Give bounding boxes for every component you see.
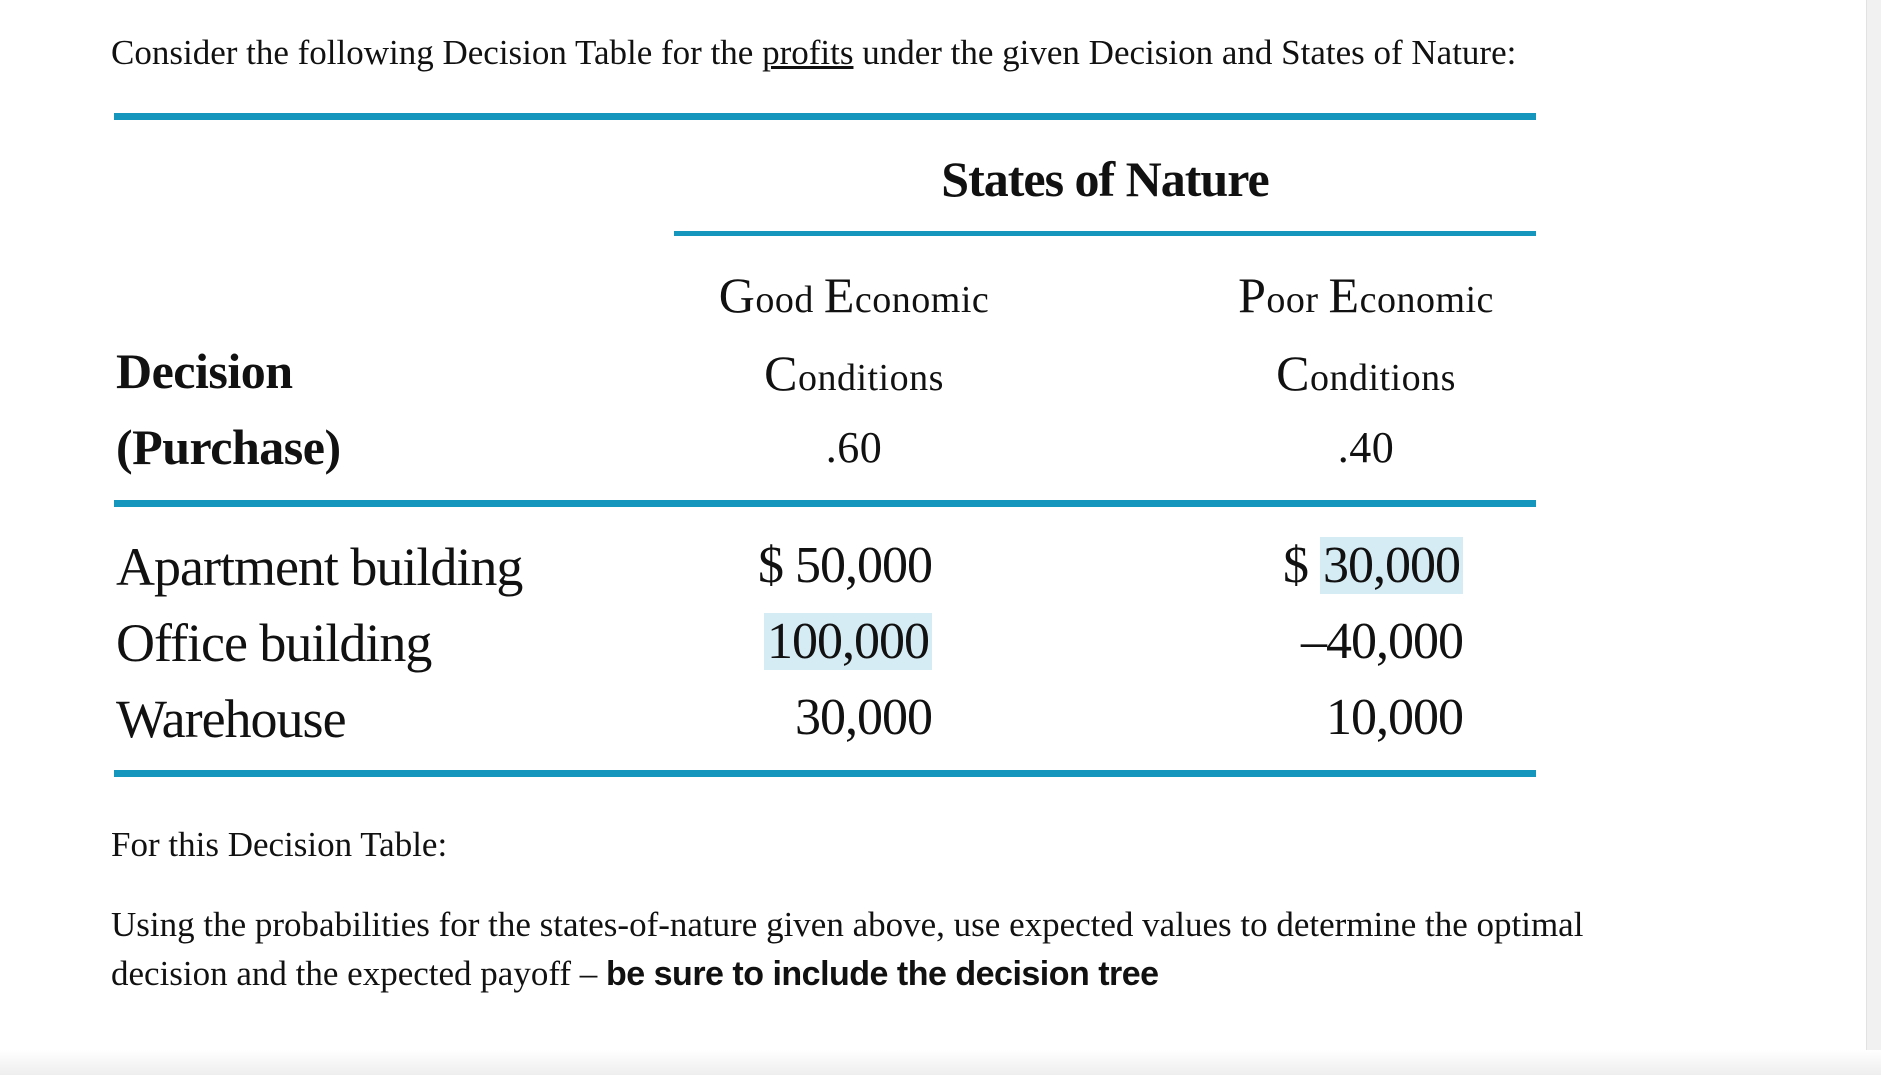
question-line-1: Using the probabilities for the states-of-nature given above, use expected values to determine the optimal — [111, 905, 1584, 944]
intro-text-before: Consider the following Decision Table for the — [111, 33, 763, 72]
cell-office-poor: –40,000 — [1301, 613, 1463, 670]
question-bold-instruction: be sure to include the decision tree — [606, 955, 1159, 993]
decision-header: Decision — [116, 343, 293, 399]
table-bottom-rule — [114, 770, 1536, 777]
highlighted-value: 30,000 — [1320, 537, 1463, 594]
cell-apartment-good: $ 50,000 — [758, 537, 932, 594]
cell-office-good — [700, 612, 932, 671]
good-economic-header-line1: Good Economic — [718, 267, 990, 323]
question-line-2: decision and the expected payoff – be sure to include the decision tree — [111, 954, 1159, 993]
cell-warehouse-good: 30,000 — [795, 689, 932, 746]
good-economic-header-line2: Conditions — [764, 345, 944, 401]
intro-underlined-word: profits — [762, 33, 854, 72]
intro-text-after: under the given Decision and States of Nature: — [853, 33, 1517, 72]
row-label-apartment: Apartment building — [116, 537, 523, 597]
cell-apartment-poor: $ 30,000 — [1230, 536, 1463, 595]
row-label-office: Office building — [116, 613, 432, 673]
intro-paragraph — [111, 28, 1516, 78]
good-economic-probability: .60 — [825, 423, 883, 472]
states-of-nature-title: States of Nature — [941, 151, 1269, 207]
states-underline-rule — [674, 231, 1536, 236]
for-this-heading: For this Decision Table: — [111, 825, 448, 864]
table-header-rule — [114, 500, 1536, 507]
page-edge-right — [1866, 0, 1881, 1075]
row-label-warehouse: Warehouse — [116, 689, 346, 749]
highlighted-value: 100,000 — [764, 613, 932, 670]
poor-economic-probability: .40 — [1337, 423, 1395, 472]
cell-warehouse-poor: 10,000 — [1326, 689, 1463, 746]
table-top-rule — [114, 113, 1536, 120]
page-edge-bottom — [0, 1050, 1881, 1075]
poor-economic-header-line1: Poor Economic — [1238, 267, 1494, 323]
poor-economic-header-line2: Conditions — [1276, 345, 1456, 401]
purchase-header: (Purchase) — [116, 419, 341, 475]
